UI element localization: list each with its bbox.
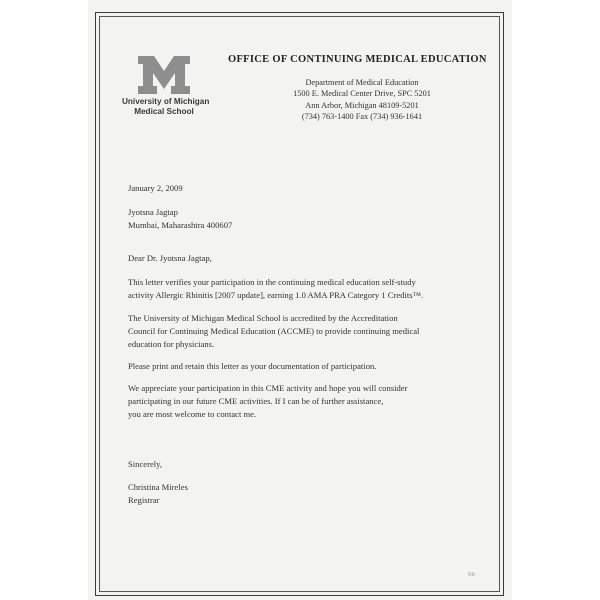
signer-title: Registrar — [128, 495, 160, 506]
office-address — [262, 77, 462, 122]
recipient-name: Jyotsna Jagtap — [128, 207, 178, 217]
paragraph-line: education for physicians. — [128, 339, 215, 350]
paragraph-appreciation — [128, 382, 408, 422]
paragraph-line: activity Allergic Rhinitis [2007 update], earning 1.0 AMA PRA Category 1 Credits™. — [128, 290, 424, 301]
paragraph-accreditation — [128, 312, 419, 352]
address-line: Department of Medical Education — [305, 78, 419, 87]
university-logo — [122, 56, 210, 116]
address-line: Ann Arbor, Michigan 48109-5201 — [305, 100, 419, 110]
salutation: Dear Dr. Jyotsna Jagtap, — [128, 253, 212, 263]
office-title: OFFICE OF CONTINUING MEDICAL EDUCATION — [228, 54, 487, 65]
closing: Sincerely, — [128, 459, 163, 469]
block-m-icon — [138, 56, 190, 94]
paragraph-line: Council for Continuing Medical Education (ACCME) to provide continuing medical — [128, 326, 420, 337]
letter-date: January 2, 2009 — [128, 183, 183, 193]
address-line: 1500 E. Medical Center Drive, SPC 5201 — [293, 89, 431, 99]
paragraph-line: We appreciate your participation in this CME activity and hope you will consider — [128, 383, 408, 393]
address-line: (734) 763-1400 Fax (734) 936-1641 — [301, 111, 423, 121]
typist-initials: Mr — [468, 572, 476, 578]
paragraph-verification — [128, 276, 423, 302]
paragraph-line: you are most welcome to contact me. — [128, 409, 257, 420]
signature-block — [128, 481, 188, 507]
paragraph-line: This letter verifies your participation in the continuing medical education self-study — [128, 277, 416, 287]
logo-text-line2: Medical School — [134, 106, 194, 116]
recipient-address: Mumbai, Maharashtra 400607 — [128, 220, 233, 231]
recipient-block — [128, 206, 232, 232]
signer-name: Christina Mireles — [128, 482, 188, 492]
paragraph-line: participating in our future CME activities. If I can be of further assistance, — [128, 396, 384, 407]
paragraph-line: The University of Michigan Medical School is accredited by the Accreditation — [128, 313, 398, 323]
paragraph-line: Please print and retain this letter as your documentation of participation. — [128, 361, 377, 371]
paragraph-retain — [128, 360, 376, 373]
logo-text-line1: University of Michigan — [122, 97, 210, 106]
